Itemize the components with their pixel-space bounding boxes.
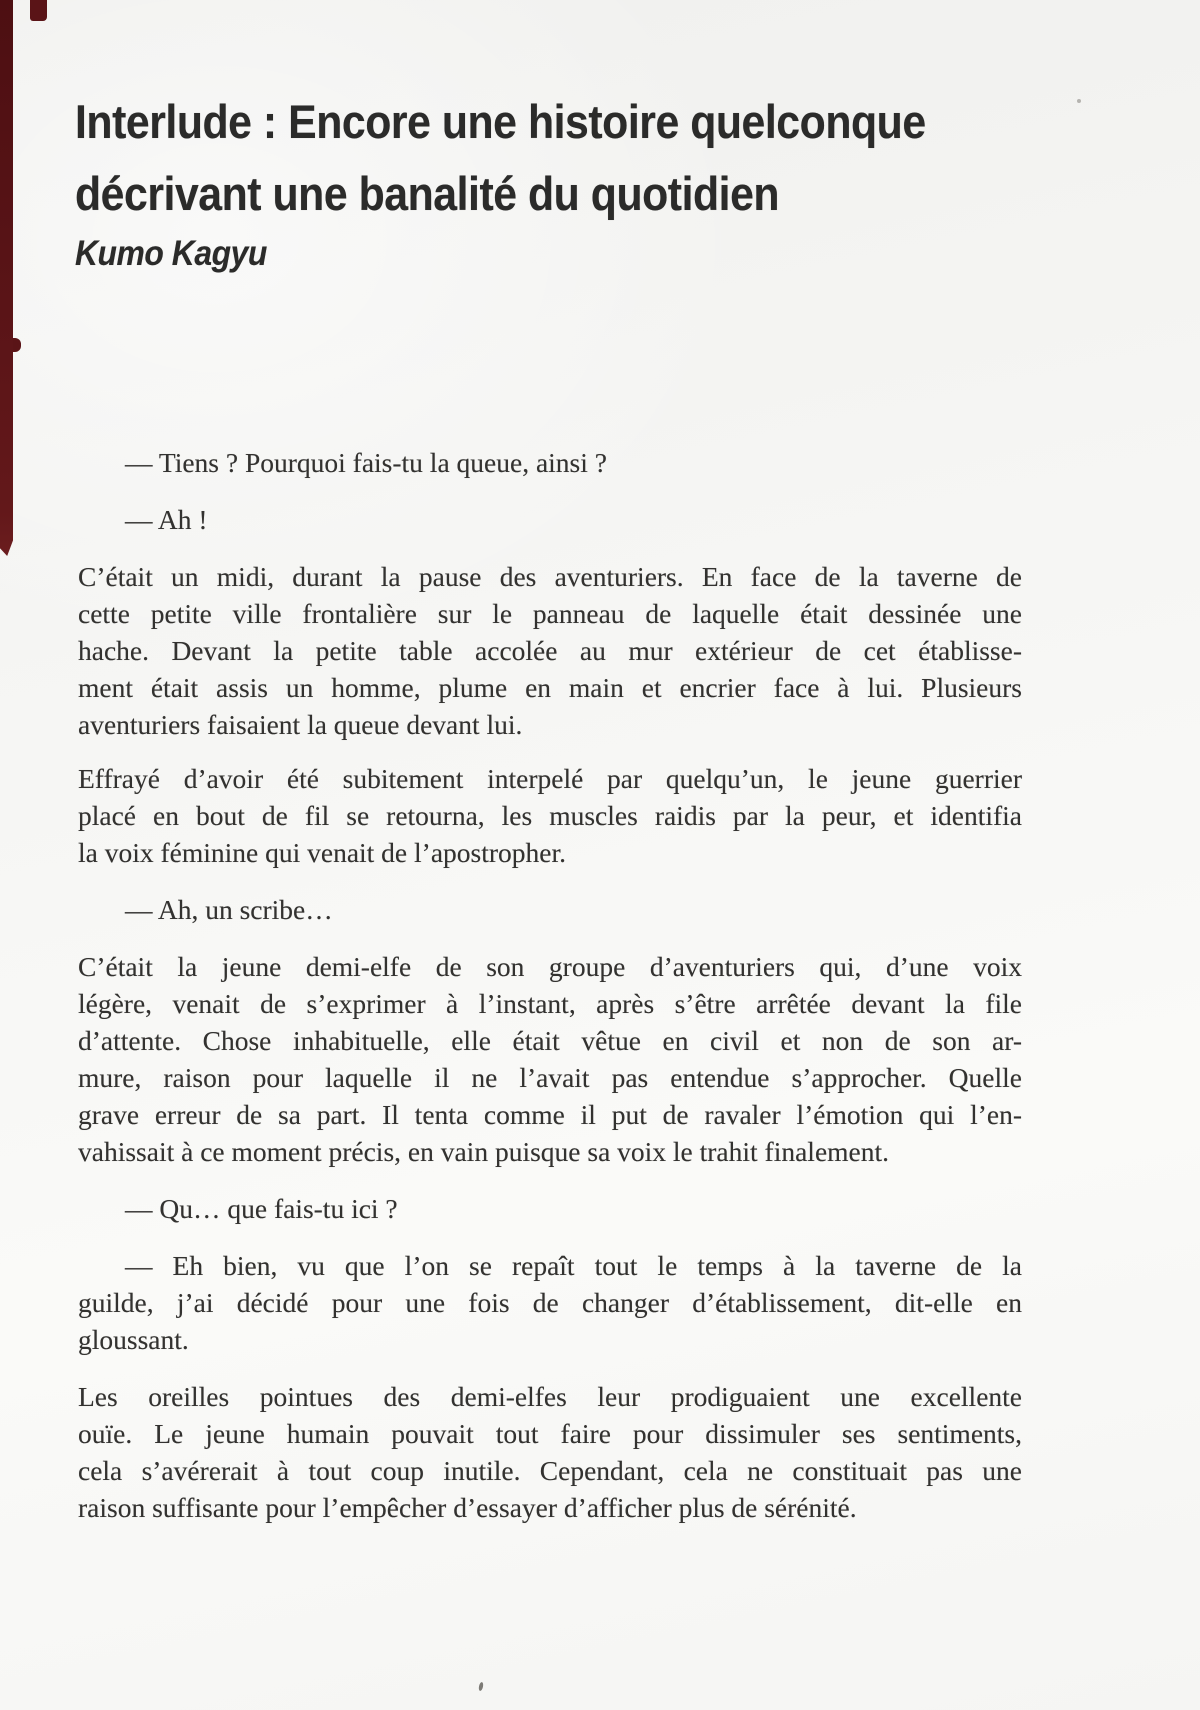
text-line: C’était un midi, durant la pause des aventuriers. En face de la taverne de [78, 561, 1022, 592]
text-line: vahissait à ce moment précis, en vain puisque sa voix le trahit finalement. [78, 1136, 890, 1167]
chapter-title-line1: Interlude : Encore une histoire quelconque [75, 95, 926, 148]
text-line: cela s’avérerait à tout coup inutile. Cependant, cela ne constituait pas une [78, 1455, 1022, 1486]
text-line: gloussant. [78, 1324, 189, 1355]
book-spine-edge-artifact [0, 0, 13, 556]
text-line: placé en bout de fil se retourna, les muscles raidis par la peur, et identifia [78, 800, 1022, 831]
text-line: — Eh bien, vu que l’on se repaît tout le temps à la taverne de la [125, 1250, 1022, 1281]
text-line: guilde, j’ai décidé pour une fois de changer d’établissement, dit-elle en [78, 1287, 1022, 1318]
text-line: aventuriers faisaient la queue devant lui. [78, 709, 523, 740]
text-line: ment était assis un homme, plume en main et encrier face à lui. Plusieurs [78, 672, 1022, 703]
paragraph-narration [78, 760, 1022, 871]
text-line: — Qu… que fais-tu ici ? [125, 1193, 398, 1224]
paragraph-dialogue [78, 1190, 1022, 1227]
spine-edge-chip-artifact [30, 0, 47, 21]
text-line: — Tiens ? Pourquoi fais-tu la queue, ainsi ? [125, 447, 607, 478]
text-line: ouïe. Le jeune humain pouvait tout faire pour dissimuler ses sentiments, [78, 1418, 1022, 1449]
text-line: d’attente. Chose inhabituelle, elle était vêtue en civil et non de son ar- [78, 1025, 1022, 1056]
paragraph-narration [78, 948, 1022, 1170]
text-line: Effrayé d’avoir été subitement interpelé par quelqu’un, le jeune guerrier [78, 763, 1022, 794]
text-line: grave erreur de sa part. Il tenta comme il put de ravaler l’émotion qui l’en- [78, 1099, 1022, 1130]
text-line: mure, raison pour laquelle il ne l’avait pas entendue s’approcher. Quelle [78, 1062, 1022, 1093]
spine-edge-nub-artifact [13, 338, 21, 352]
text-line: cette petite ville frontalière sur le panneau de laquelle était dessinée une [78, 598, 1022, 629]
paragraph-dialogue [78, 444, 1022, 481]
text-line: légère, venait de s’exprimer à l’instant, après s’être arrêtée devant la file [78, 988, 1022, 1019]
paragraph-narration [78, 1378, 1022, 1526]
scan-speck [478, 1682, 484, 1692]
chapter-heading [75, 86, 1167, 275]
text-line: Les oreilles pointues des demi-elfes leur prodiguaient une excellente [78, 1381, 1022, 1412]
author-name: Kumo Kagyu [75, 234, 267, 273]
paragraph-dialogue [78, 501, 1022, 538]
page-body [78, 444, 1022, 1526]
text-line: hache. Devant la petite table accolée au mur extérieur de cet établisse- [78, 635, 1022, 666]
text-line: raison suffisante pour l’empêcher d’essayer d’afficher plus de sérénité. [78, 1492, 857, 1523]
paragraph-dialogue [78, 1247, 1022, 1358]
text-line: la voix féminine qui venait de l’apostropher. [78, 837, 566, 868]
paragraph-narration [78, 558, 1022, 743]
text-line: — Ah, un scribe… [125, 894, 333, 925]
chapter-title-line2: décrivant une banalité du quotidien [75, 167, 780, 220]
paragraph-dialogue [78, 891, 1022, 928]
text-line: C’était la jeune demi-elfe de son groupe d’aventuriers qui, d’une voix [78, 951, 1022, 982]
text-line: — Ah ! [125, 504, 208, 535]
